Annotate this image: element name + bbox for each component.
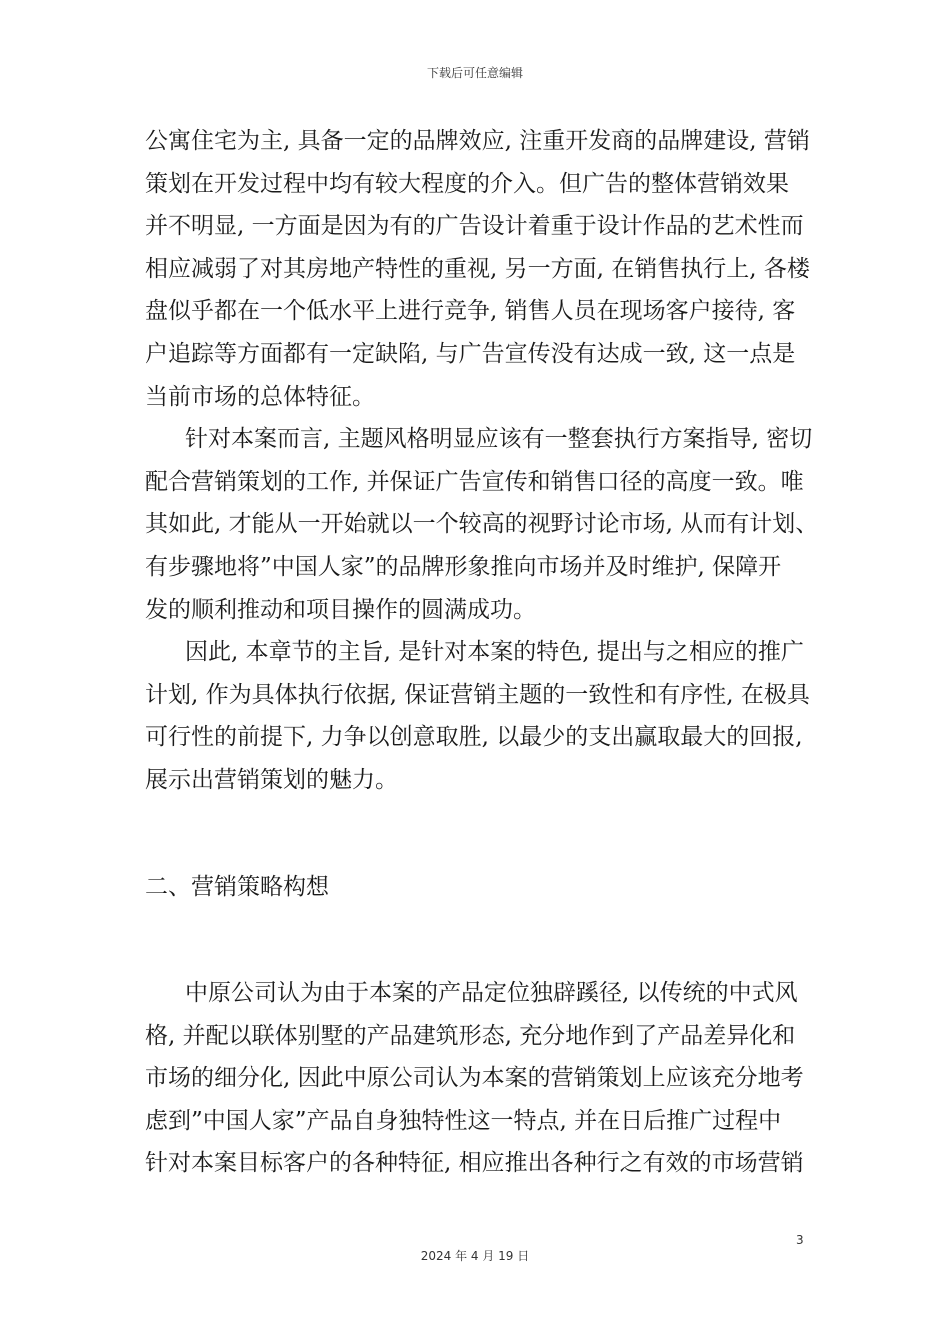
text-line: 展示出营销策划的魅力。 bbox=[145, 766, 398, 793]
paragraph bbox=[145, 631, 817, 801]
section-heading: 二、营销策略构想 bbox=[145, 873, 329, 900]
text-line: 盘似乎都在一个低水平上进行竞争, 销售人员在现场客户接待, 客 bbox=[145, 298, 796, 325]
paragraph bbox=[145, 418, 817, 631]
text-line: 计划, 作为具体执行依据, 保证营销主题的一致性和有序性, 在极具 bbox=[145, 681, 810, 708]
text-line: 因此, 本章节的主旨, 是针对本案的特色, 提出与之相应的推广 bbox=[185, 639, 804, 666]
text-line: 针对本案目标客户的各种特征, 相应推出各种行之有效的市场营销 bbox=[145, 1150, 804, 1177]
text-line: 有步骤地将”中国人家”的品牌形象推向市场并及时维护, 保障开 bbox=[145, 553, 782, 580]
blank-space bbox=[145, 802, 817, 866]
text-line: 并不明显, 一方面是因为有的广告设计着重于设计作品的艺术性而 bbox=[145, 213, 804, 240]
text-line: 市场的细分化, 因此中原公司认为本案的营销策划上应该充分地考 bbox=[145, 1065, 804, 1092]
text-line: 可行性的前提下, 力争以创意取胜, 以最少的支出赢取最大的回报, bbox=[145, 724, 803, 751]
paragraph bbox=[145, 972, 817, 1185]
text-line: 相应减弱了对其房地产特性的重视, 另一方面, 在销售执行上, 各楼 bbox=[145, 255, 810, 282]
text-line: 户追踪等方面都有一定缺陷, 与广告宣传没有达成一致, 这一点是 bbox=[145, 340, 796, 367]
blank-space bbox=[145, 908, 817, 972]
document-body bbox=[145, 120, 817, 1185]
text-line: 针对本案而言, 主题风格明显应该有一整套执行方案指导, 密切 bbox=[185, 426, 813, 453]
text-line: 中原公司认为由于本案的产品定位独辟蹊径, 以传统的中式风 bbox=[185, 980, 798, 1007]
page-number: 3 bbox=[796, 1233, 804, 1247]
text-line: 策划在开发过程中均有较大程度的介入。但广告的整体营销效果 bbox=[145, 170, 789, 197]
text-line: 格, 并配以联体别墅的产品建筑形态, 充分地作到了产品差异化和 bbox=[145, 1022, 796, 1049]
page-header: 下载后可任意编辑 bbox=[426, 66, 523, 80]
text-line: 配合营销策划的工作, 并保证广告宣传和销售口径的高度一致。唯 bbox=[145, 468, 804, 495]
text-line: 其如此, 才能从一开始就以一个较高的视野讨论市场, 从而有计划、 bbox=[145, 511, 819, 538]
text-line: 当前市场的总体特征。 bbox=[145, 383, 375, 410]
text-line: 公寓住宅为主, 具备一定的品牌效应, 注重开发商的品牌建设, 营销 bbox=[145, 128, 810, 154]
text-line: 虑到”中国人家”产品自身独特性这一特点, 并在日后推广过程中 bbox=[145, 1107, 782, 1134]
footer-date: 2024 年 4 月 19 日 bbox=[420, 1249, 530, 1263]
paragraph bbox=[145, 120, 817, 418]
text-line: 发的顺利推动和项目操作的圆满成功。 bbox=[145, 596, 536, 623]
